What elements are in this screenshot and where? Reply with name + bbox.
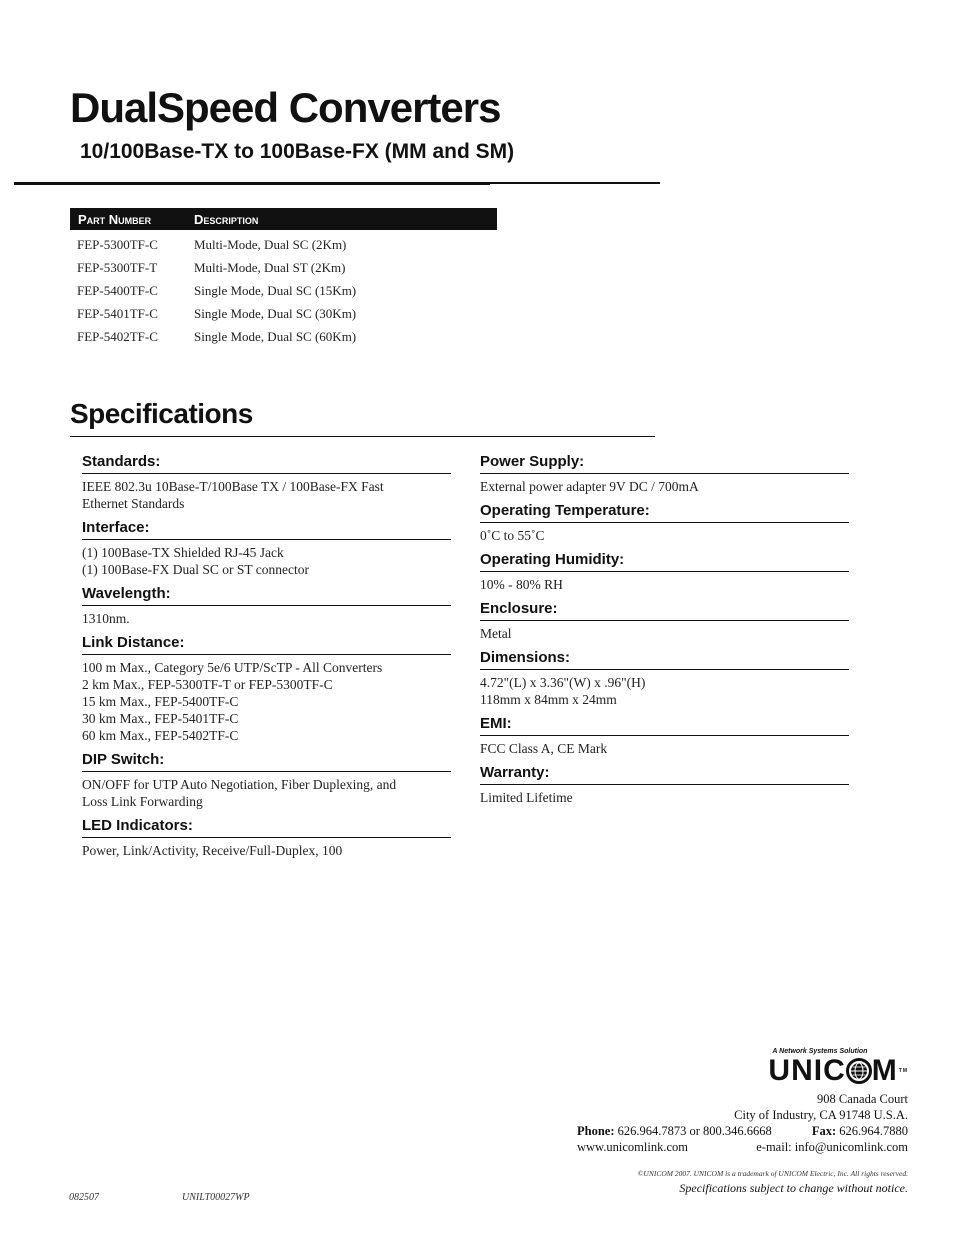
description-cell: Single Mode, Dual SC (15Km)	[194, 282, 357, 298]
spec-label: Link Distance:	[82, 633, 451, 655]
header-rule-thick	[14, 182, 490, 185]
spec-label: Interface:	[82, 518, 451, 540]
document-code: UNILT00027WP	[182, 1192, 250, 1203]
spec-standards	[82, 452, 451, 512]
description-cell: Multi-Mode, Dual SC (2Km)	[194, 236, 347, 252]
logo-tagline: A Network Systems Solution	[772, 1048, 868, 1055]
document-date: 082507	[69, 1192, 99, 1203]
spec-value: External power adapter 9V DC / 700mA	[480, 479, 699, 494]
spec-value: Limited Lifetime	[480, 790, 573, 805]
spec-label: Operating Humidity:	[480, 550, 849, 572]
spec-link-distance	[82, 633, 451, 744]
spec-label: Dimensions:	[480, 648, 849, 670]
logo-text-end: M	[871, 1054, 898, 1087]
contact-web-row	[577, 1139, 908, 1155]
part-number-table	[70, 208, 497, 348]
page-subtitle: 10/100Base-TX to 100Base-FX (MM and SM)	[80, 140, 515, 163]
spec-operating-temperature	[480, 501, 849, 544]
specifications-heading: Specifications	[70, 398, 253, 429]
part-number-cell: FEP-5300TF-C	[77, 236, 158, 252]
spec-value: ON/OFF for UTP Auto Negotiation, Fiber Duplexing, and Loss Link Forwarding	[82, 777, 397, 809]
address-line-2: City of Industry, CA 91748 U.S.A.	[734, 1108, 908, 1122]
spec-label: LED Indicators:	[82, 816, 451, 838]
specs-left-column	[82, 452, 451, 865]
spec-label: DIP Switch:	[82, 750, 451, 772]
page-title: DualSpeed Converters	[70, 84, 501, 131]
spec-label: EMI:	[480, 714, 849, 736]
spec-value: IEEE 802.3u 10Base-T/100Base TX / 100Base-FX Fast Ethernet Standards	[82, 479, 384, 511]
description-cell: Single Mode, Dual SC (30Km)	[194, 305, 357, 321]
spec-label: Power Supply:	[480, 452, 849, 474]
spec-led-indicators	[82, 816, 451, 859]
spec-dip-switch	[82, 750, 451, 810]
spec-wavelength	[82, 584, 451, 627]
col-header-description: Description	[194, 211, 259, 227]
phone-label: Phone:	[577, 1124, 615, 1138]
fax-number: 626.964.7880	[839, 1124, 908, 1138]
col-header-part-number: Part Number	[78, 211, 152, 227]
table-row	[70, 325, 497, 348]
part-number-cell: FEP-5402TF-C	[77, 328, 158, 344]
spec-operating-humidity	[480, 550, 849, 593]
spec-interface	[82, 518, 451, 578]
spec-label: Operating Temperature:	[480, 501, 849, 523]
part-number-cell: FEP-5401TF-C	[77, 305, 158, 321]
spec-power-supply	[480, 452, 849, 495]
globe-icon	[846, 1058, 872, 1084]
spec-value: 100 m Max., Category 5e/6 UTP/ScTP - All Converters 2 km Max., FEP-5300TF-T or FEP-5300TF-C 15 km Max., FEP-5400TF-C 30 km Max., FEP-5401TF-C 60 km Max., FEP-5402TF-C	[82, 660, 383, 743]
spec-value: FCC Class A, CE Mark	[480, 741, 608, 756]
part-number-cell: FEP-5300TF-T	[77, 259, 158, 275]
company-footer	[577, 1048, 908, 1196]
spec-emi	[480, 714, 849, 757]
spec-label: Standards:	[82, 452, 451, 474]
copyright-text: ©UNICOM 2007. UNICOM is a trademark of UNICOM Electric, Inc. All rights reserved.	[637, 1169, 908, 1178]
spec-value: Metal	[480, 626, 512, 641]
spec-value: 0˚C to 55˚C	[480, 528, 545, 543]
spec-value: Power, Link/Activity, Receive/Full-Duplex, 100	[82, 843, 343, 858]
part-table-header	[70, 208, 497, 230]
email-link[interactable]: e-mail: info@unicomlink.com	[756, 1140, 908, 1154]
logo-text-start: UNIC	[768, 1054, 846, 1087]
specs-right-column	[480, 452, 849, 812]
header-rule-thin	[490, 182, 660, 184]
table-row	[70, 279, 497, 302]
spec-label: Wavelength:	[82, 584, 451, 606]
part-number-cell: FEP-5400TF-C	[77, 282, 158, 298]
company-logo	[768, 1048, 908, 1087]
spec-value: 4.72"(L) x 3.36"(W) x .96"(H) 118mm x 84mm x 24mm	[480, 675, 646, 707]
description-cell: Multi-Mode, Dual ST (2Km)	[194, 259, 346, 275]
change-notice: Specifications subject to change without notice.	[679, 1181, 908, 1195]
phone-number: 626.964.7873 or 800.346.6668	[617, 1124, 772, 1138]
trademark-mark: TM	[898, 1068, 908, 1074]
specifications-rule	[70, 436, 655, 437]
spec-warranty	[480, 763, 849, 806]
spec-enclosure	[480, 599, 849, 642]
spec-label: Enclosure:	[480, 599, 849, 621]
table-row	[70, 233, 497, 256]
table-row	[70, 256, 497, 279]
spec-dimensions	[480, 648, 849, 708]
website-link[interactable]: www.unicomlink.com	[577, 1140, 688, 1154]
spec-value: (1) 100Base-TX Shielded RJ-45 Jack (1) 100Base-FX Dual SC or ST connector	[82, 545, 309, 577]
description-cell: Single Mode, Dual SC (60Km)	[194, 328, 357, 344]
table-row	[70, 302, 497, 325]
spec-value: 10% - 80% RH	[480, 577, 563, 592]
spec-value: 1310nm.	[82, 611, 130, 626]
address-line-1: 908 Canada Court	[817, 1092, 908, 1106]
spec-label: Warranty:	[480, 763, 849, 785]
contact-phone-row	[577, 1123, 908, 1139]
fax-label: Fax:	[811, 1124, 837, 1138]
